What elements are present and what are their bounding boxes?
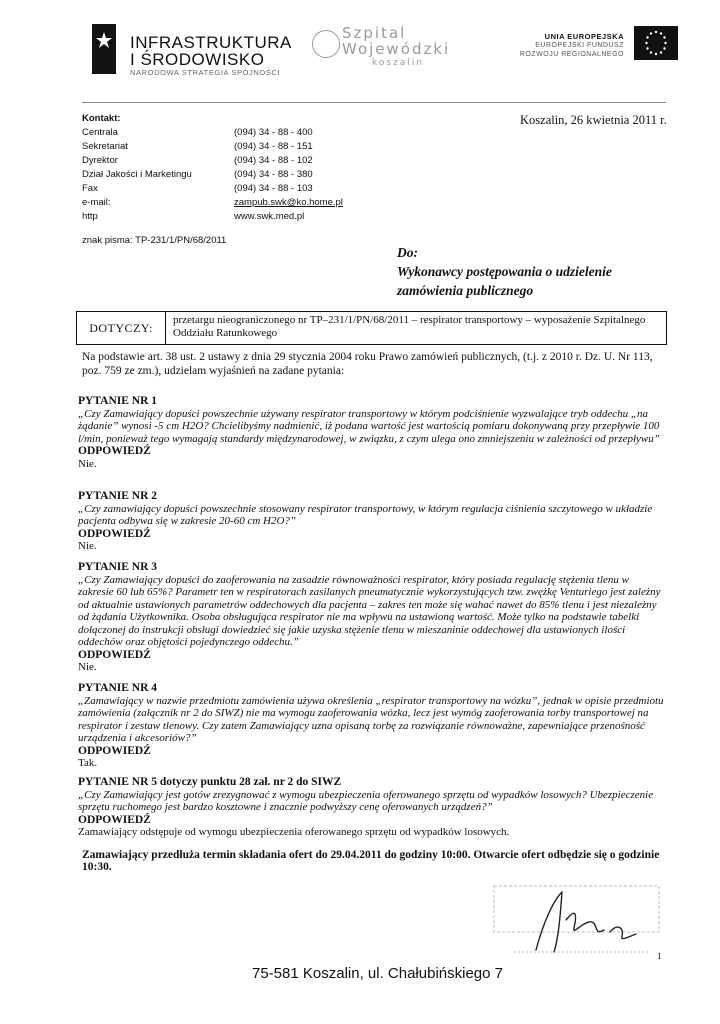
star-flag-icon bbox=[92, 24, 116, 74]
hospital-logo-line1: Szpital bbox=[342, 24, 407, 42]
contact-label: e-mail: bbox=[82, 197, 111, 208]
email-link[interactable]: zampub.swk@ko.home.pl bbox=[234, 197, 343, 208]
subject-label: DOTYCZY: bbox=[77, 312, 166, 344]
header-divider bbox=[82, 102, 666, 103]
contact-heading: Kontakt: bbox=[82, 113, 121, 124]
website-link[interactable]: www.swk.med.pl bbox=[234, 211, 305, 222]
question-title: PYTANIE NR 4 bbox=[78, 682, 158, 694]
question-text: „Zamawiający w nazwie przedmiotu zamówienia używa określenia „respirator transportowy na wózku”, jednak w opisie przedmiotu zamówienia (załącznik nr 2 do SIWZ) nie ma wymogu zaoferowania wózka, lecz jest wymóg zaoferowania torby transportowej na respirator i zestaw tlenowy. Czy zatem Zamawiający uzna opisaną torbę za rozwiązanie równoważne, zapewniające przenośność urządzenia i akcesoriów?” bbox=[78, 694, 664, 744]
place-date: Koszalin, 26 kwietnia 2011 r. bbox=[520, 113, 667, 127]
eu-flag-icon bbox=[634, 26, 678, 60]
question-title: PYTANIE NR 1 bbox=[78, 395, 158, 407]
addressee-line2: Wykonawcy postępowania o udzielenie bbox=[397, 264, 612, 279]
question-block bbox=[78, 395, 666, 470]
eu-label bbox=[520, 32, 624, 59]
contact-value: (094) 34 - 88 - 400 bbox=[234, 127, 313, 138]
deadline-notice: Zamawiający przedłuża termin składania ofert do 29.04.2011 do godziny 10:00. Otwarcie ofert odbędzie się o godzinie 10:30. bbox=[82, 849, 660, 873]
answer-label: ODPOWIEDŹ bbox=[78, 527, 151, 540]
question-block bbox=[78, 490, 666, 553]
contact-label: Sekretariat bbox=[82, 141, 128, 152]
contact-value: (094) 34 - 88 - 103 bbox=[234, 183, 313, 194]
answer-text: Zamawiający odstępuje od wymogu ubezpieczenia oferowanego sprzętu od wypadków losowych. bbox=[78, 826, 510, 838]
contact-value: (094) 34 - 88 - 380 bbox=[234, 169, 313, 180]
subject-text: przetargu nieograniczonego nr TP–231/1/PN/68/2011 – respirator transportowy – wyposażenie Szpitalnego Oddziału Ratunkowego bbox=[173, 314, 646, 339]
question-text: „Czy Zamawiający dopuści do zaoferowania na zasadzie równoważności respirator, który posiada regulację stężenia tlenu w zakresie 60 lub 65%? Parametr ten w respiratorach zasilanych pneumatycznie wykorzystujących tzw. zwężkę Venturiego jest zależny od aktualnie ustawionych parametrów oddechowych dla pacjenta – zakres ten może się wahać nawet do 85% tlenu i jest niezależny od żądania Użytkownika. Osoba obsługująca respirator nie ma wpływu na ustawioną wartość. Może tylko na podstawie tabelki dołączonej do instrukcji obsługi dowiedzieć się jakie uzyska stężenie tlenu w mieszaninie oddechowej dla ustawionych ilości oddechów oraz objętości pojedynczego oddechu.” bbox=[78, 573, 661, 648]
logo-title-line1: INFRASTRUKTURA bbox=[130, 33, 292, 52]
subject-box bbox=[76, 311, 667, 345]
contact-value: (094) 34 - 88 - 102 bbox=[234, 155, 313, 166]
logo-title-line2: I ŚRODOWISKO bbox=[130, 50, 265, 69]
contact-label: Dyrektor bbox=[82, 155, 118, 166]
question-block bbox=[78, 682, 666, 770]
question-block bbox=[78, 776, 666, 839]
addressee bbox=[397, 243, 612, 300]
hospital-logo-line2: Wojewódzki bbox=[342, 40, 451, 58]
question-title: PYTANIE NR 3 bbox=[78, 561, 158, 573]
answer-label: ODPOWIEDŹ bbox=[78, 445, 151, 457]
question-title: PYTANIE NR 5 dotyczy punktu 28 zał. nr 2 do SIWZ bbox=[78, 776, 342, 788]
eu-line2: EUROPEJSKI FUNDUSZ bbox=[535, 42, 624, 49]
contact-value: (094) 34 - 88 - 151 bbox=[234, 141, 313, 152]
answer-text: Nie. bbox=[78, 661, 97, 673]
contact-label: Fax bbox=[82, 183, 98, 194]
infrastruktura-logo-mark bbox=[92, 24, 116, 74]
contact-label: http bbox=[82, 211, 98, 222]
page-number: 1 bbox=[657, 951, 662, 961]
eu-line3: ROZWOJU REGIONALNEGO bbox=[519, 51, 624, 58]
question-title: PYTANIE NR 2 bbox=[78, 490, 158, 502]
question-text: „Czy zamawiający dopuści powszechnie stosowany respirator transportowy, w którym regulacja ciśnienia szczytowego w układzie pacjenta odbywa się w zakresie 20-60 cm H2O?” bbox=[78, 502, 653, 527]
intro-paragraph: Na podstawie art. 38 ust. 2 ustawy z dnia 29 stycznia 2004 roku Prawo zamówień publicznych, (t.j. z 2010 r. Dz. U. Nr 113, poz. 759 ze zm.), udzielam wyjaśnień na zadane pytania: bbox=[82, 351, 653, 377]
question-block bbox=[78, 561, 666, 674]
letter-reference: znak pisma: TP-231/1/PN/68/2011 bbox=[82, 235, 227, 246]
answer-text: Tak. bbox=[78, 757, 98, 769]
footer-address: 75-581 Koszalin, ul. Chałubińskiego 7 bbox=[252, 965, 503, 982]
question-text: „Czy Zamawiający dopuści powszechnie używany respirator transportowy w którym podciśnienie wyzwalające tryb oddechu „na żądanie” wynosi -5 cm H2O? Chcielibyśmy nadmienić, iż podana wartość jest wartością pomiaru dokonywaną przy przepływie 100 l/min, ponieważ tego wymagają standardy międzynarodowej, w związku, z czym ulega ono zmniejszeniu w zależności od przepływu” bbox=[78, 407, 660, 445]
answer-label: ODPOWIEDŹ bbox=[78, 813, 151, 826]
hospital-logo bbox=[312, 24, 492, 68]
contact-label: Centrala bbox=[82, 127, 118, 138]
answer-text: Nie. bbox=[78, 540, 97, 552]
answer-label: ODPOWIEDŹ bbox=[78, 648, 151, 661]
hospital-logo-line3: koszalin bbox=[372, 58, 425, 68]
stamp-signature bbox=[474, 880, 664, 960]
answer-text: Nie. bbox=[78, 457, 97, 470]
contact-label: Dział Jakości i Marketingu bbox=[82, 169, 192, 180]
logo-subtitle: NARODOWA STRATEGIA SPÓJNOŚCI bbox=[130, 68, 281, 77]
hospital-emblem-icon bbox=[312, 30, 340, 58]
addressee-line3: zamówienia publicznego bbox=[397, 283, 534, 298]
answer-label: ODPOWIEDŹ bbox=[78, 744, 151, 757]
question-text: „Czy Zamawiający jest gotów zrezygnować z wymogu ubezpieczenia oferowanego sprzętu od wypadków losowych? Ubezpieczenie sprzętu ruchomego jest bardzo kosztowne i znacznie podwyższy cenę oferowanych urządzeń?” bbox=[78, 788, 654, 813]
addressee-line1: Do: bbox=[397, 245, 418, 260]
eu-line1: UNIA EUROPEJSKA bbox=[544, 32, 624, 41]
